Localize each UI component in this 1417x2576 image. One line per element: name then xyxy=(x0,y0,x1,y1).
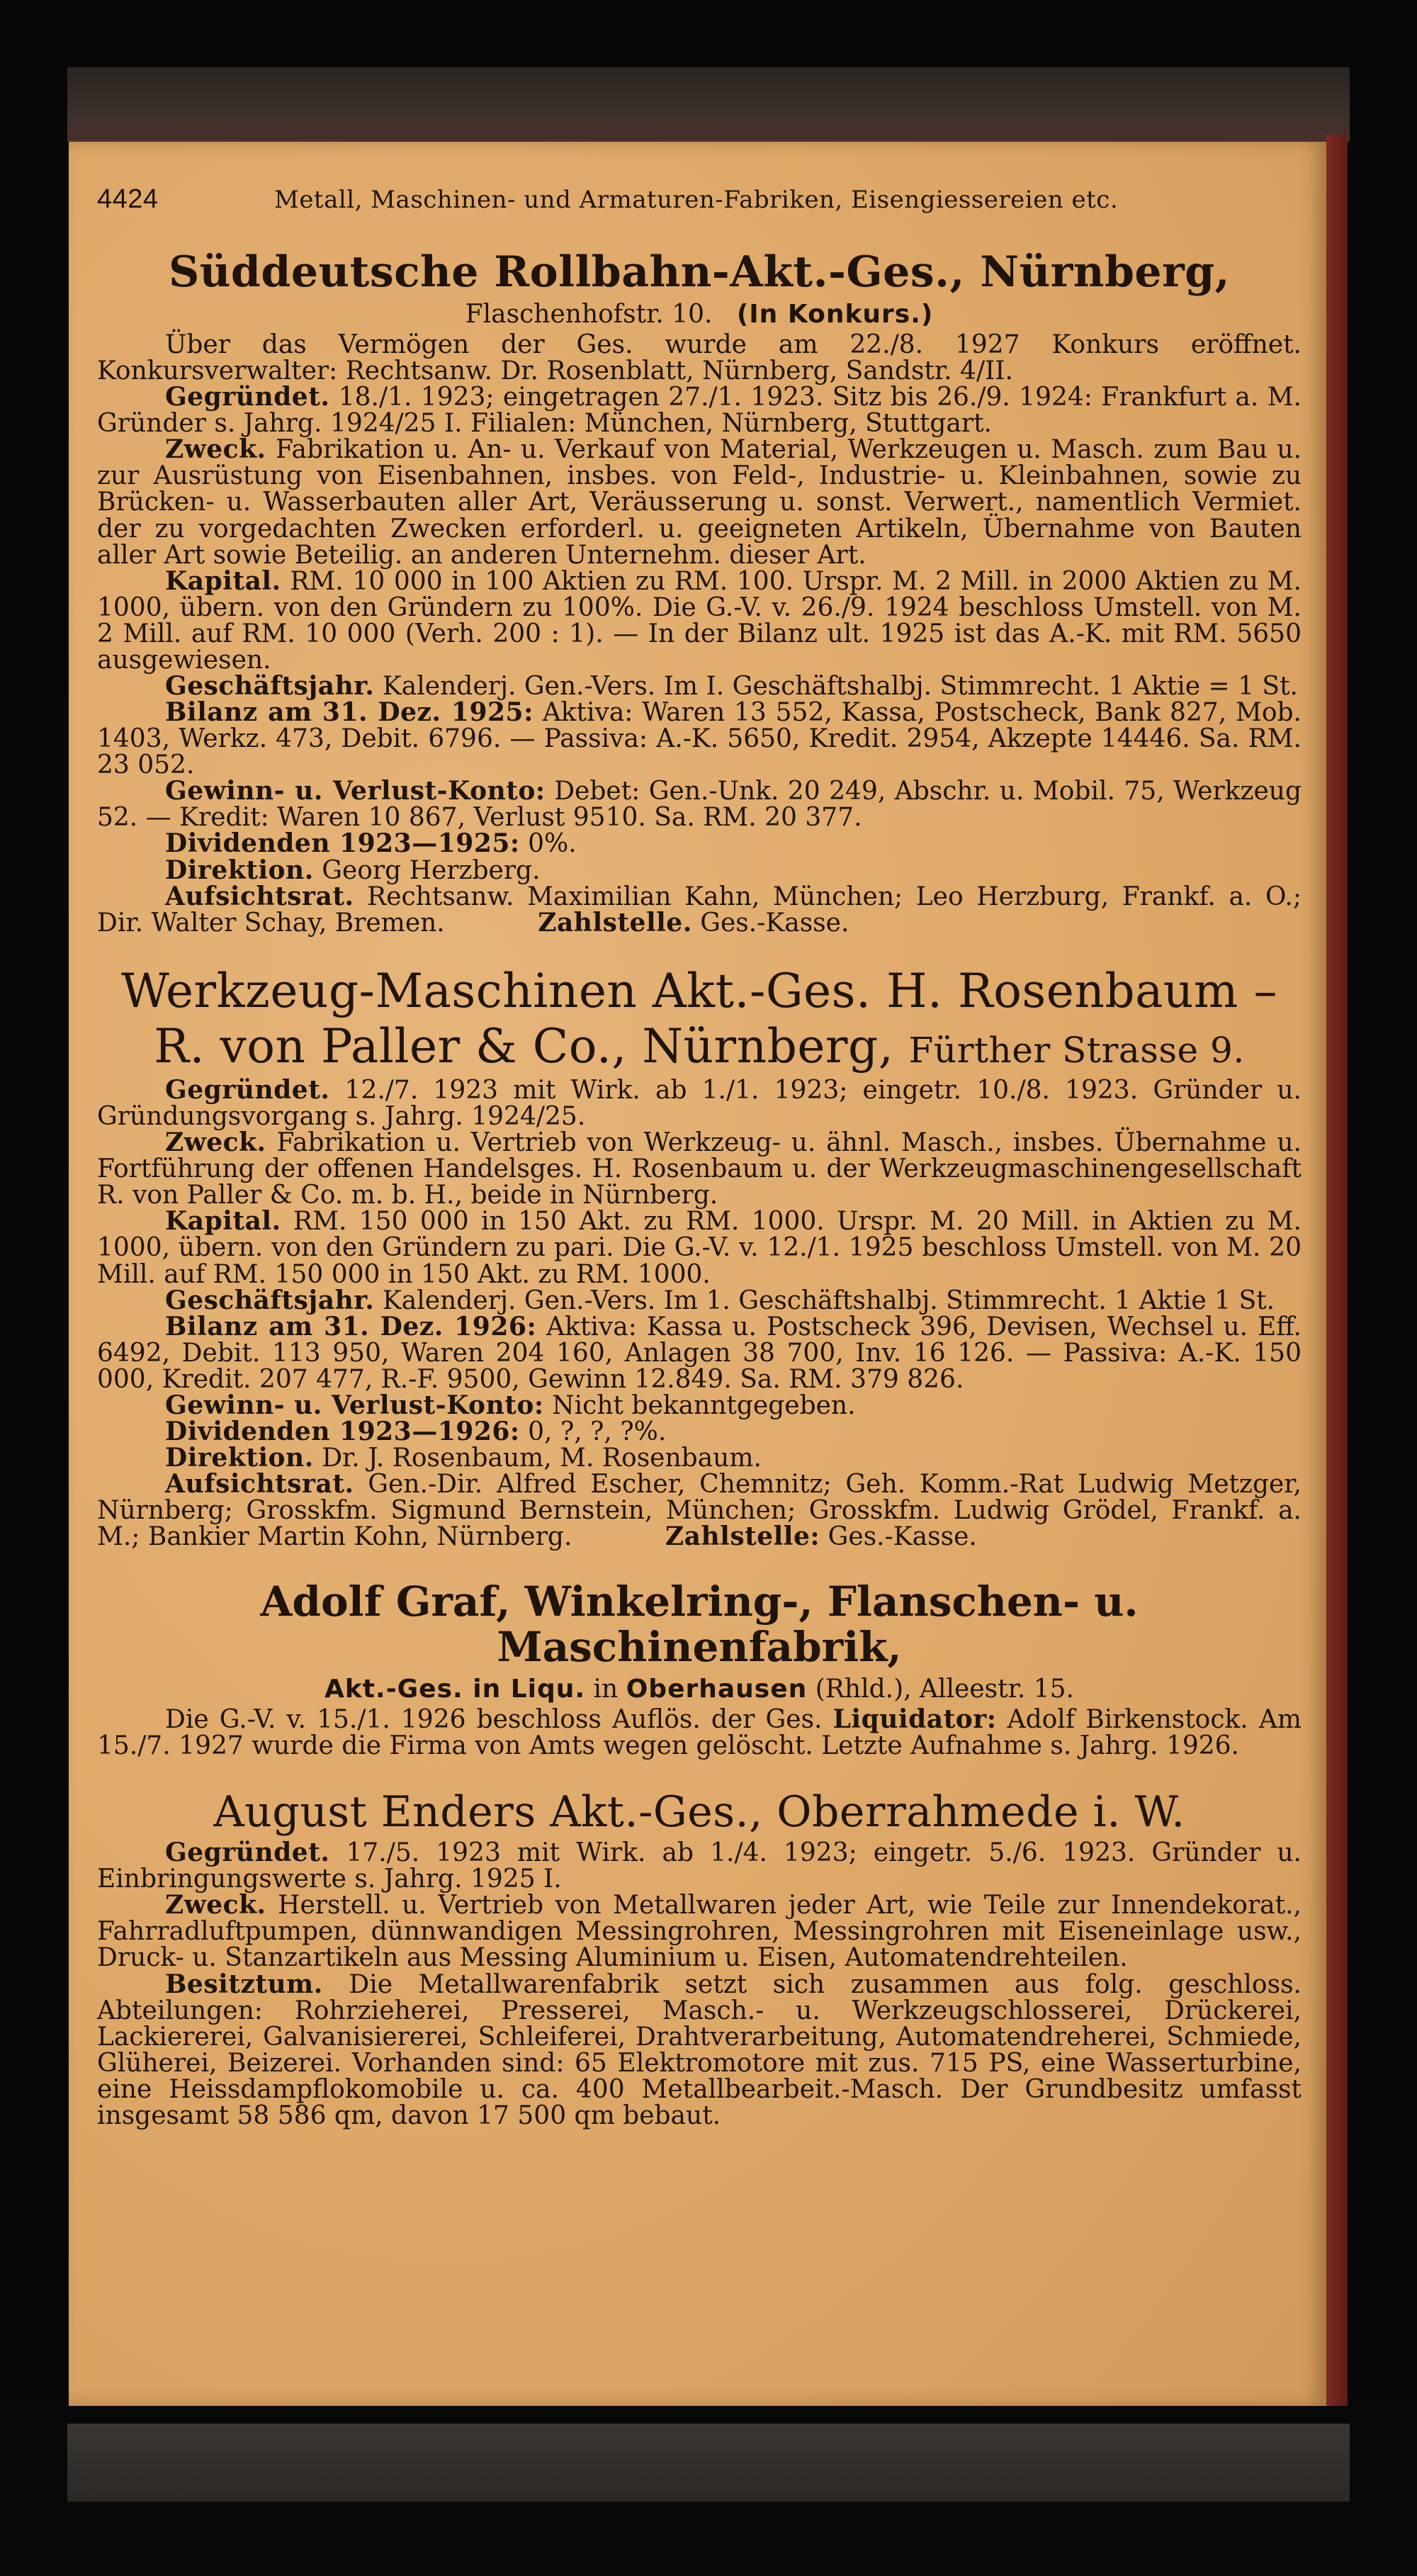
paragraph-text: 17./5. 1923 mit Wirk. ab 1./4. 1923; eingetr. 5./6. 1923. Gründer u. Einbringungswerte s. Jahrg. 1925 I. xyxy=(97,1838,1302,1894)
zahlstelle-label: Zahlstelle: xyxy=(665,1522,820,1552)
entry-werkzeug-maschinen xyxy=(97,963,1302,1552)
paragraph-label: Gewinn- u. Verlust-Konto: xyxy=(165,776,546,806)
paragraph xyxy=(97,1074,1302,1132)
paragraph xyxy=(97,332,1302,384)
paragraph-text: Kalenderj. Gen.-Vers. Im I. Geschäftshalbj. Stimmrecht. 1 Aktie = 1 St. xyxy=(382,672,1299,702)
paragraph xyxy=(97,778,1302,831)
paragraph xyxy=(97,1419,1302,1445)
paragraph-label: Zweck. xyxy=(165,1127,266,1158)
paragraph-text: 0%. xyxy=(528,829,577,859)
zahlstelle-label: Zahlstelle. xyxy=(538,907,692,938)
paragraph xyxy=(97,1840,1302,1892)
paragraph-label: Aufsichtsrat. xyxy=(165,1469,354,1500)
paragraph xyxy=(97,1445,1302,1471)
entry-august-enders xyxy=(97,1789,1302,2129)
paragraph xyxy=(97,1127,1302,1210)
company-title-text: R. von Paller & Co., Nürnberg, xyxy=(154,1019,894,1074)
paragraph xyxy=(97,857,1302,884)
subtitle-text: in xyxy=(593,1674,619,1704)
paragraph-text: Die G.-V. v. 15./1. 1926 beschloss Auflös. der Ges. xyxy=(165,1704,823,1734)
paragraph xyxy=(97,568,1302,673)
paragraph-label: Zweck. xyxy=(165,1890,266,1920)
paragraph-text: Gen.-Dir. Alfred Escher, Chemnitz; Geh. Komm.-Rat Ludwig Metzger, Nürnberg; Grosskfm. Sigmund Bernstein, München; Grosskfm. Ludwig Grödel, Frankf. a. M.; Bankier Martin Kohn, Nürnberg. xyxy=(97,1470,1302,1552)
company-title: Süddeutsche Rollbahn-Akt.-Ges., Nürnberg, xyxy=(168,247,1231,297)
paragraph-label: Gegründet. xyxy=(165,1838,330,1868)
paragraph-text: Die Metallwarenfabrik setzt sich zusammen aus folg. geschloss. Abteilungen: Rohrzieherei, Presserei, Masch.- u. Werkzeugschlosserei, Drückerei, Lackiererei, Galvanisiererei, Schleiferei, Drahtverarbeitung, Automatendreherei, Schmiede, Glüherei, Beizerei. Vorhanden sind: 65 Elektromotore mit zus. 715 PS, eine Wasserturbine, eine Heissdampflokomobile u. ca. 400 Metallbearbeit.-Masch. Der Grundbesitz umfasst insgesamt 58 586 qm, davon 17 500 qm bebaut. xyxy=(97,1969,1302,2130)
page-number: 4424 xyxy=(97,184,159,214)
scan-top-edge xyxy=(67,67,1350,142)
paragraph xyxy=(97,881,1302,938)
paragraph-text: Debet: Gen.-Unk. 20 249, Abschr. u. Mobil. 75, Werkzeug 52. — Kredit: Waren 10 867, Verlust 9510. Sa. RM. 20 377. xyxy=(97,777,1302,833)
paragraph-label: Direktion. xyxy=(165,1443,314,1473)
paragraph-label: Geschäftsjahr. xyxy=(165,671,375,702)
subtitle-city: Oberhausen xyxy=(626,1674,808,1704)
paragraph xyxy=(97,1390,1302,1420)
paragraph-label: Gewinn- u. Verlust-Konto: xyxy=(165,1390,544,1420)
paragraph-text: Fabrikation u. Vertrieb von Werkzeug- u. ähnl. Masch., insbes. Übernahme u. Fortführung der offenen Handelsges. H. Rosenbaum u. der Werkzeugmaschinengesellschaft R. von Paller & Co. m. b. H., beide in Nürnberg. xyxy=(97,1128,1302,1210)
company-title: Adolf Graf, Winkelring-, Flanschen- u. Maschinenfabrik, xyxy=(260,1577,1139,1672)
entry-adolf-graf xyxy=(97,1577,1302,1761)
paragraph xyxy=(97,1471,1302,1550)
address-text: Flaschenhofstr. 10. xyxy=(465,300,713,329)
zahlstelle-value: Ges.-Kasse. xyxy=(828,1522,977,1552)
paragraph-label: Dividenden 1923—1926: xyxy=(165,1417,520,1446)
running-head xyxy=(97,184,1302,215)
subtitle-bold: Akt.-Ges. in Liqu. xyxy=(324,1674,586,1704)
paragraph-text: Dr. J. Rosenbaum, M. Rosenbaum. xyxy=(322,1444,762,1473)
paragraph-label: Geschäftsjahr. xyxy=(165,1285,375,1315)
paragraph-text: RM. 10 000 in 100 Aktien zu RM. 100. Urspr. M. 2 Mill. in 2000 Aktien zu M. 1000, übern. von den Gründern zu 100%. Die G.-V. v. 26./9. 1924 beschloss Umstell. von M. 2 Mill. auf RM. 10 000 (Verh. 200 : 1). — In der Bilanz ult. 1925 ist das A.-K. mit RM. 5650 ausgewiesen. xyxy=(97,566,1302,675)
company-address: Fürther Strasse 9. xyxy=(908,1030,1245,1072)
company-address xyxy=(97,300,1302,329)
subtitle-address: (Rhld.), Alleestr. 15. xyxy=(815,1674,1074,1704)
company-subtitle xyxy=(97,1675,1302,1704)
paragraph xyxy=(97,1208,1302,1287)
paragraph-label: Bilanz am 31. Dez. 1925: xyxy=(165,697,534,728)
page-content xyxy=(97,184,1302,2159)
paragraph xyxy=(97,1969,1302,2130)
company-title: Werkzeug-Maschinen Akt.-Ges. H. Rosenbaum – xyxy=(121,963,1277,1018)
paragraph-text: Nicht bekanntgegeben. xyxy=(552,1390,856,1420)
paragraph-label: Besitztum. xyxy=(165,1969,323,1999)
paragraph-text: 0, ?, ?, ?%. xyxy=(528,1417,667,1446)
paragraph-label: Gegründet. xyxy=(165,1074,330,1105)
paragraph xyxy=(97,1706,1302,1759)
running-title: Metall, Maschinen- und Armaturen-Fabriken, Eisengiessereien etc. xyxy=(274,186,1119,214)
paragraph-text: 12./7. 1923 mit Wirk. ab 1./1. 1923; eingetr. 10./8. 1923. Gründer u. Gründungsvorgang s. Jahrg. 1924/25. xyxy=(97,1075,1302,1132)
paragraph xyxy=(97,1285,1302,1315)
paragraph-text: Herstell. u. Vertrieb von Metallwaren jeder Art, wie Teile zur Innendekorat., Fahrradluftpumpen, dünnwandigen Messingrohren, Messingrohren mit Eiseneinlage usw., Druck- u. Stanzartikeln aus Messing Aluminium u. Eisen, Automatendrehteilen. xyxy=(97,1891,1302,1973)
paragraph-label: Kapital. xyxy=(165,566,281,596)
paragraph-label: Bilanz am 31. Dez. 1926: xyxy=(165,1311,537,1342)
paragraph xyxy=(97,828,1302,859)
book-page xyxy=(69,142,1326,2406)
paragraph-text: Aktiva: Kassa u. Postscheck 396, Devisen, Wechsel u. Eff. 6492, Debit. 113 950, Waren 204 160, Anlagen 38 700, Inv. 16 126. — Passiva: A.-K. 150 000, Kredit. 207 477, R.-F. 9500, Gewinn 12.849. Sa. RM. 379 826. xyxy=(97,1312,1302,1394)
paragraph-text: 18./1. 1923; eingetragen 27./1. 1923. Sitz bis 26./9. 1924: Frankfurt a. M. Gründer s. Jahrg. 1924/25 I. Filialen: München, Nürnberg, Stuttgart. xyxy=(97,383,1302,439)
paragraph xyxy=(97,1311,1302,1394)
company-title: August Enders Akt.-Ges., Oberrahmede i. W. xyxy=(213,1787,1185,1838)
entry-sueddeutsche-rollbahn xyxy=(97,249,1302,936)
paragraph xyxy=(97,384,1302,437)
paragraph-label: Direktion. xyxy=(165,855,314,885)
paragraph-text: Aktiva: Waren 13 552, Kassa, Postscheck, Bank 827, Mob. 1403, Werkz. 473, Debit. 6796. — Passiva: A.-K. 5650, Kredit. 2954, Akzepte 14446. Sa. RM. 23 052. xyxy=(97,698,1302,780)
paragraph xyxy=(97,434,1302,570)
paragraph-text: Rechtsanw. Maximilian Kahn, München; Leo Herzburg, Frankf. a. O.; Dir. Walter Schay, Bremen. xyxy=(97,882,1302,938)
liquidator-label: Liquidator: xyxy=(832,1704,997,1734)
paragraph-label: Zweck. xyxy=(165,434,266,465)
paragraph-label: Dividenden 1923—1925: xyxy=(165,828,520,859)
paragraph-text: Fabrikation u. An- u. Verkauf von Material, Werkzeugen u. Masch. zum Bau u. zur Ausrüstung von Eisenbahnen, insbes. von Feld-, Industrie- u. Kleinbahnen, sowie zu Brücken- u. Wasserbauten aller Art, Veräusserung u. sonst. Verwert., namentlich Vermiet. der zu vorgedachten Zwecken erforderl. u. geeigneten Artikeln, Übernahme von Bauten aller Art sowie Beteilig. an anderen Unternehm. dieser Art. xyxy=(97,435,1302,570)
status-label: (In Konkurs.) xyxy=(736,300,934,329)
paragraph-text: RM. 150 000 in 150 Akt. zu RM. 1000. Urspr. M. 20 Mill. in Aktien zu M. 1000, übern. von den Gründern zu pari. Die G.-V. v. 12./1. 1925 beschloss Umstell. von M. 20 Mill. auf RM. 150 000 in 150 Akt. zu RM. 1000. xyxy=(97,1207,1302,1289)
company-title-line2 xyxy=(97,1021,1302,1073)
scan-bottom-edge xyxy=(67,2424,1350,2502)
paragraph-text: Adolf Birkenstock. Am 15./7. 1927 wurde die Firma von Amts wegen gelöscht. Letzte Aufnahme s. Jahrg. 1926. xyxy=(97,1704,1302,1761)
paragraph-label: Gegründet. xyxy=(165,382,330,412)
paragraph-text: Georg Herzberg. xyxy=(322,855,541,885)
paragraph xyxy=(97,699,1302,778)
paragraph-text: Kalenderj. Gen.-Vers. Im 1. Geschäftshalbj. Stimmrecht. 1 Aktie 1 St. xyxy=(382,1286,1275,1315)
paragraph xyxy=(97,671,1302,702)
paragraph-label: Kapital. xyxy=(165,1206,281,1237)
paragraph-text: Über das Vermögen der Ges. wurde am 22./8. 1927 Konkurs eröffnet. Konkursverwalter: Rechtsanw. Dr. Rosenblatt, Nürnberg, Sandstr. 4/II. xyxy=(97,330,1302,386)
paragraph-label: Aufsichtsrat. xyxy=(165,881,354,911)
paragraph xyxy=(97,1892,1302,1971)
book-edge xyxy=(1326,135,1348,2406)
zahlstelle-value: Ges.-Kasse. xyxy=(700,908,849,938)
